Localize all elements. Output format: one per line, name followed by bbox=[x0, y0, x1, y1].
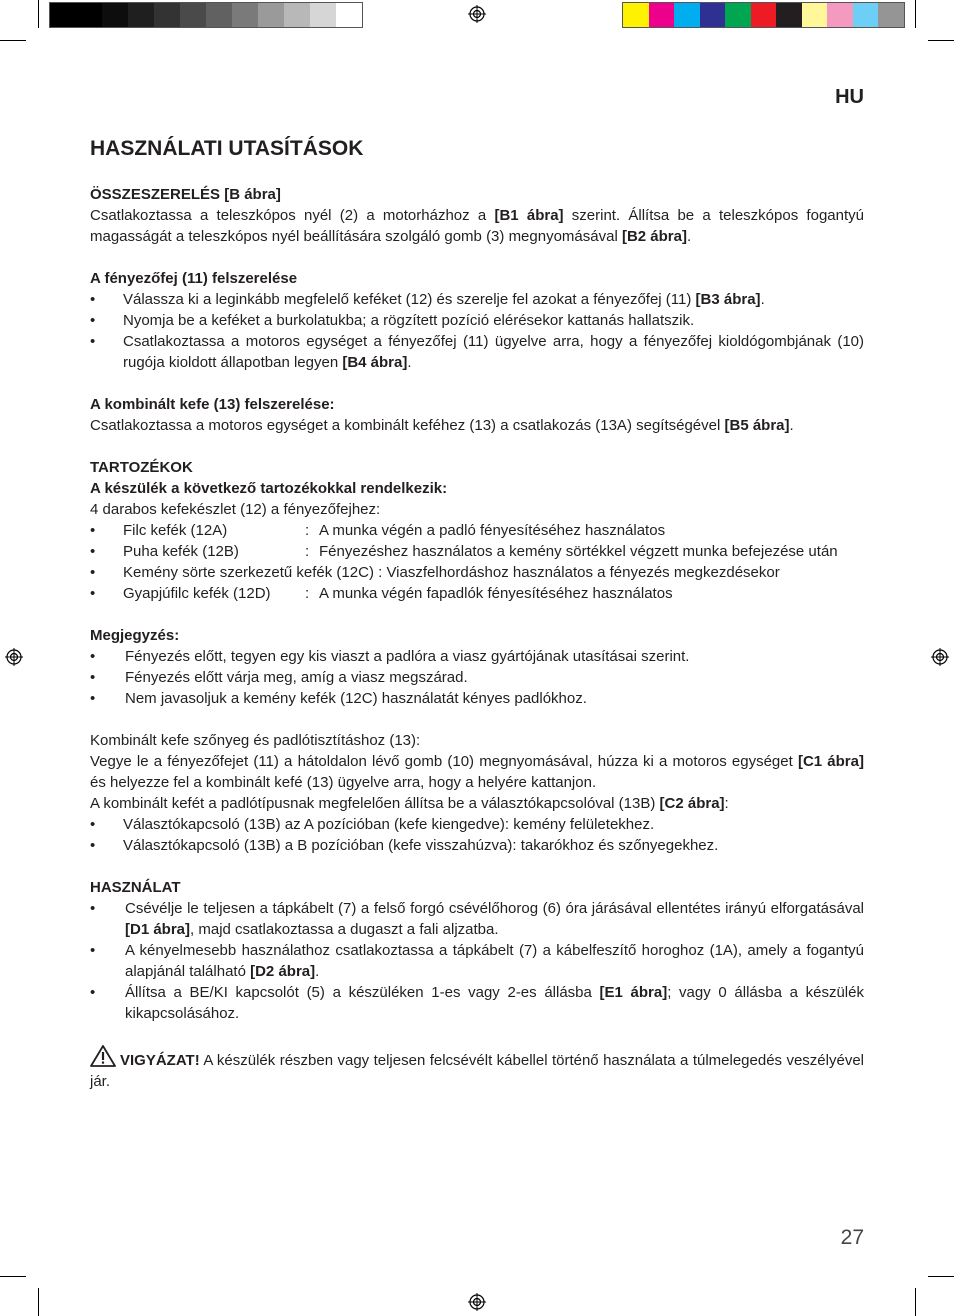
text: . bbox=[315, 963, 320, 980]
section-combo-brush bbox=[90, 394, 864, 436]
figure-ref: [D2 ábra] bbox=[250, 963, 316, 980]
crop-mark bbox=[915, 1288, 916, 1316]
color-swatch bbox=[232, 3, 258, 27]
crop-mark bbox=[928, 40, 954, 41]
separator: : bbox=[305, 585, 310, 602]
list-item: • Választókapcsoló (13B) a B pozícióban (kefe visszahúzva): takarókhoz és szőnyegekhez. bbox=[90, 835, 864, 856]
warning-text: A készülék részben vagy teljesen felcsévélt kábellel történő használata a túlmelegedés veszélyével jár. bbox=[90, 1052, 864, 1090]
color-swatch bbox=[76, 3, 102, 27]
text: , majd csatlakoztassa a dugaszt a fali aljzatba. bbox=[190, 921, 499, 938]
accessory-item: • Filc kefék (12A) : A munka végén a padló fényesítéséhez használatos bbox=[90, 520, 864, 541]
color-swatch bbox=[623, 3, 649, 27]
warning-label: VIGYÁZAT! bbox=[120, 1052, 200, 1069]
section-heading: HASZNÁLAT bbox=[90, 879, 181, 896]
section-heading: TARTOZÉKOK bbox=[90, 459, 193, 476]
list-item: • Nyomja be a keféket a burkolatukba; a rögzített pozíció elérésekor kattanás hallatszik. bbox=[90, 312, 695, 329]
color-swatch bbox=[310, 3, 336, 27]
grayscale-calibration-strip bbox=[49, 2, 363, 28]
paragraph bbox=[90, 205, 864, 247]
section-note bbox=[90, 625, 864, 709]
text: Csatlakoztassa a teleszkópos nyél (2) a motorházhoz a bbox=[90, 207, 495, 224]
paragraph: 4 darabos kefekészlet (12) a fényezőfejhez: bbox=[90, 501, 381, 518]
registration-mark-icon bbox=[5, 648, 23, 666]
language-code: HU bbox=[835, 86, 864, 108]
accessory-item: • Puha kefék (12B) : Fényezéshez használatos a kemény sörtékkel végzett munka befejezése után bbox=[90, 541, 864, 562]
page-number: 27 bbox=[840, 1226, 864, 1249]
text: Csévélje le teljesen a tápkábelt (7) a felső forgó csévélőhorog (6) óra járásával ellentétes irányú elforgatásával bbox=[125, 900, 864, 917]
color-swatch bbox=[853, 3, 879, 27]
text: Állítsa a BE/KI kapcsolót (5) a készüléken 1-es vagy 2-es állásba bbox=[125, 984, 600, 1001]
figure-ref: [B4 ábra] bbox=[342, 354, 408, 371]
section-usage bbox=[90, 877, 864, 1024]
registration-mark-icon bbox=[931, 648, 949, 666]
list-item: • Nem javasoljuk a kemény kefék (12C) használatát kényes padlókhoz. bbox=[90, 688, 864, 709]
accessory-name: Kemény sörte szerkezetű kefék (12C) : Viaszfelhordáshoz használatos a fényezés megkezdésekor bbox=[123, 564, 780, 581]
accessory-item: • Kemény sörte szerkezetű kefék (12C) : Viaszfelhordáshoz használatos a fényezés megkezdésekor bbox=[90, 564, 780, 581]
section-heading: ÖSSZESZERELÉS [B ábra] bbox=[90, 186, 281, 203]
separator: : bbox=[305, 543, 310, 560]
warning-paragraph bbox=[90, 1045, 864, 1092]
paragraph: Kombinált kefe szőnyeg és padlótisztításhoz (13): bbox=[90, 732, 421, 749]
accessory-name: Gyapjúfilc kefék (12D) bbox=[123, 585, 271, 602]
color-swatch bbox=[776, 3, 802, 27]
color-swatch bbox=[751, 3, 777, 27]
figure-ref: [E1 ábra] bbox=[599, 984, 668, 1001]
color-swatch bbox=[802, 3, 828, 27]
text: Válassza ki a leginkább megfelelő keféket (12) és szerelje fel azokat a fényezőfej (11) bbox=[123, 291, 696, 308]
crop-mark bbox=[915, 0, 916, 28]
text: : bbox=[724, 795, 729, 812]
color-swatch bbox=[284, 3, 310, 27]
text: Választókapcsoló (13B) az A pozícióban (kefe kiengedve): kemény felületekhez. bbox=[123, 816, 655, 833]
accessory-item: • Gyapjúfilc kefék (12D) : A munka végén fapadlók fényesítéséhez használatos bbox=[90, 583, 864, 604]
color-swatch bbox=[827, 3, 853, 27]
crop-mark bbox=[38, 0, 39, 28]
figure-ref: [B1 ábra] bbox=[494, 207, 564, 224]
section-polisher-head bbox=[90, 268, 864, 373]
text: Választókapcsoló (13B) a B pozícióban (kefe visszahúzva): takarókhoz és szőnyegekhez. bbox=[123, 837, 719, 854]
figure-ref: [D1 ábra] bbox=[125, 921, 191, 938]
text: Vegye le a fényezőfejet (11) a hátoldalon lévő gomb (10) megnyomásával, húzza ki a motoros egységet bbox=[90, 753, 798, 770]
crop-mark bbox=[0, 1276, 26, 1277]
figure-ref: [C2 ábra] bbox=[659, 795, 725, 812]
color-swatch bbox=[180, 3, 206, 27]
figure-ref: [B5 ábra] bbox=[724, 417, 790, 434]
separator: : bbox=[305, 522, 310, 539]
color-swatch bbox=[102, 3, 128, 27]
list-item: • Csévélje le teljesen a tápkábelt (7) a felső forgó csévélőhorog (6) óra járásával ellentétes irányú elforgatásával [D1 ábra], majd csatlakoztassa a dugaszt a fali aljzatba. bbox=[90, 900, 864, 938]
accessory-desc: A munka végén fapadlók fényesítéséhez használatos bbox=[319, 585, 673, 602]
text: Nem javasoljuk a kemény kefék (12C) használatát kényes padlókhoz. bbox=[125, 690, 587, 707]
text: Csatlakoztassa a motoros egységet a fényezőfej (11) ügyelve arra, hogy a fényezőfej kioldógombjának (10) rugója kioldott állapotban legyen bbox=[123, 333, 864, 371]
color-swatch bbox=[154, 3, 180, 27]
figure-ref: [B2 ábra] bbox=[621, 228, 687, 245]
registration-mark-icon bbox=[468, 1293, 486, 1311]
color-swatch bbox=[50, 3, 76, 27]
text: . bbox=[789, 417, 794, 434]
crop-mark bbox=[0, 40, 26, 41]
accessory-name: Puha kefék (12B) bbox=[123, 543, 239, 560]
section-subheading: A készülék a következő tartozékokkal rendelkezik: bbox=[90, 480, 448, 497]
color-swatch bbox=[700, 3, 726, 27]
text: . bbox=[760, 291, 765, 308]
list-item: • Fényezés előtt várja meg, amíg a viasz megszárad. bbox=[90, 667, 864, 688]
text: A kényelmesebb használathoz csatlakoztassa a tápkábelt (7) a kábelfeszítő horoghoz (1A), amely a fogantyú alapjánál található bbox=[125, 942, 864, 980]
color-swatch bbox=[649, 3, 675, 27]
text: ; vagy 0 állásba a készülék kikapcsolásához. bbox=[125, 984, 864, 1022]
accessory-name: Filc kefék (12A) bbox=[123, 522, 228, 539]
accessory-desc: A munka végén a padló fényesítéséhez használatos bbox=[319, 522, 666, 539]
list-item: • Válassza ki a leginkább megfelelő keféket (12) és szerelje fel azokat a fényezőfej (11) [B3 ábra]. bbox=[90, 291, 765, 308]
text: A kombinált kefét a padlótípusnak megfelelően állítsa be a választókapcsolóval (13B) bbox=[90, 795, 660, 812]
section-heading: Megjegyzés: bbox=[90, 627, 180, 644]
figure-ref: [C1 ábra] bbox=[797, 753, 864, 770]
crop-mark bbox=[38, 1288, 39, 1316]
section-heading: A kombinált kefe (13) felszerelése: bbox=[90, 396, 335, 413]
color-swatch bbox=[674, 3, 700, 27]
registration-mark-icon bbox=[468, 5, 486, 23]
color-swatch bbox=[258, 3, 284, 27]
crop-mark bbox=[928, 1276, 954, 1277]
list-item: • A kényelmesebb használathoz csatlakoztassa a tápkábelt (7) a kábelfeszítő horoghoz (1A), amely a fogantyú alapjánál található [D2 ábra]. bbox=[90, 942, 864, 980]
text: Fényezés előtt, tegyen egy kis viaszt a padlóra a viasz gyártójának utasításai szerint. bbox=[125, 648, 690, 665]
color-swatch bbox=[336, 3, 362, 27]
color-swatch bbox=[206, 3, 232, 27]
color-swatch bbox=[128, 3, 154, 27]
section-accessories bbox=[90, 457, 864, 604]
text: . bbox=[407, 354, 412, 371]
color-calibration-strip bbox=[622, 2, 905, 28]
paragraph bbox=[90, 415, 864, 436]
list-item: • Választókapcsoló (13B) az A pozícióban (kefe kiengedve): kemény felületekhez. bbox=[90, 814, 864, 835]
section-heading: A fényezőfej (11) felszerelése bbox=[90, 270, 298, 287]
color-swatch bbox=[878, 3, 904, 27]
list-item: • Fényezés előtt, tegyen egy kis viaszt a padlóra a viasz gyártójának utasításai szerint. bbox=[90, 646, 864, 667]
list-item: • Állítsa a BE/KI kapcsolót (5) a készüléken 1-es vagy 2-es állásba [E1 ábra]; vagy 0 állásba a készülék kikapcsolásához. bbox=[90, 984, 864, 1022]
text: és helyezze fel a kombinált kefé (13) ügyelve arra, hogy a helyére kattanjon. bbox=[90, 774, 597, 791]
section-carpet-cleaning bbox=[90, 730, 864, 856]
accessory-desc: Fényezéshez használatos a kemény sörtékkel végzett munka befejezése után bbox=[319, 543, 838, 560]
text: Fényezés előtt várja meg, amíg a viasz megszárad. bbox=[125, 669, 468, 686]
paragraph bbox=[90, 751, 864, 793]
color-swatch bbox=[725, 3, 751, 27]
document-body bbox=[90, 136, 864, 1092]
list-item: • Csatlakoztassa a motoros egységet a fényezőfej (11) ügyelve arra, hogy a fényezőfej kioldógombjának (10) rugója kioldott állapotban legyen [B4 ábra]. bbox=[90, 333, 864, 371]
text: Csatlakoztassa a motoros egységet a kombinált keféhez (13) a csatlakozás (13A) segítségével bbox=[90, 417, 725, 434]
paragraph bbox=[90, 793, 864, 814]
text: . bbox=[686, 228, 692, 245]
page-title: HASZNÁLATI UTASÍTÁSOK bbox=[90, 137, 364, 160]
text: Nyomja be a keféket a burkolatukba; a rögzített pozíció elérésekor kattanás hallatszik. bbox=[123, 312, 695, 329]
warning-triangle-icon bbox=[90, 1045, 116, 1067]
figure-ref: [B3 ábra] bbox=[695, 291, 761, 308]
section-assembly bbox=[90, 184, 864, 247]
text: szerint. Állítsa be a teleszkópos fogantyú magasságát a teleszkópos nyél beállítására szolgáló gomb (3) megnyomásával bbox=[90, 207, 864, 245]
